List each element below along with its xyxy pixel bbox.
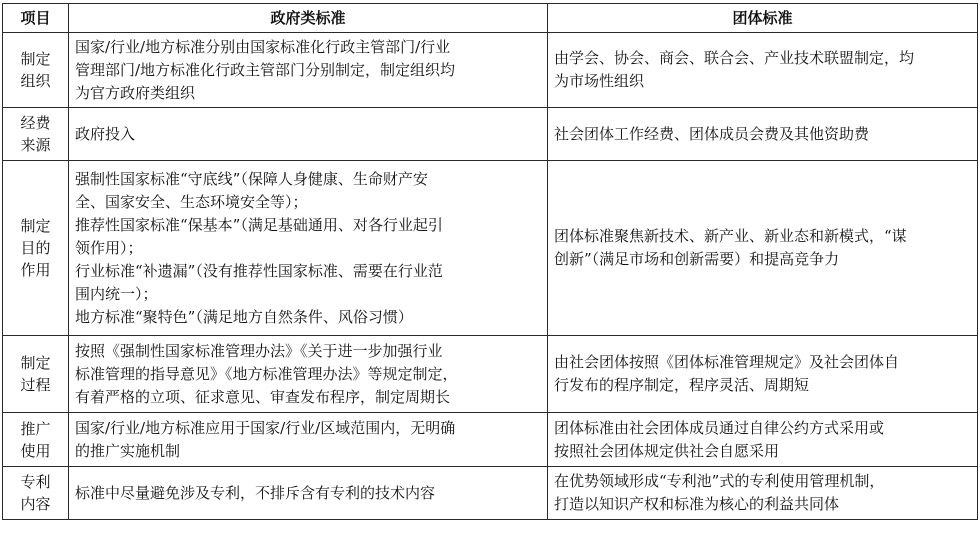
item-line: 目的 — [20, 239, 51, 257]
group-line: 创新”（满足市场和创新需要）和提高竞争力 — [554, 250, 840, 268]
group-line: 在优势领域形成“专利池”式的专利使用管理机制， — [554, 472, 885, 490]
group-line: 社会团体工作经费、团体成员会费及其他资助费 — [554, 124, 870, 143]
gov-line: 标准管理的指导意见》《地方标准管理办法》等规定制定， — [75, 364, 458, 383]
comparison-table — [2, 3, 978, 520]
item-line: 过程 — [20, 376, 51, 394]
table-row — [3, 413, 978, 467]
item-line: 内容 — [20, 495, 51, 513]
gov-line: 围内统一）； — [75, 284, 158, 303]
table-row — [3, 336, 978, 413]
gov-line: 行业标准“补遗漏”（没有推荐性国家标准、需要在行业范 — [75, 261, 443, 280]
group-line: 团体标准由社会团体成员通过自律公约方式采用或 — [554, 418, 885, 437]
gov-line: 标准中尽量避免涉及专利，不排斥含有专利的技术内容 — [75, 483, 436, 502]
gov-line: 政府投入 — [75, 124, 136, 143]
gov-cell — [69, 336, 548, 413]
gov-cell — [69, 108, 548, 161]
item-line: 作用 — [20, 261, 51, 279]
gov-cell — [69, 467, 548, 520]
header-row — [3, 4, 978, 33]
item-line: 推广 — [20, 419, 51, 438]
gov-line: 强制性国家标准“守底线”（保障人身健康、生命财产安 — [75, 169, 428, 188]
group-line: 由社会团体按照《团体标准管理规定》及社会团体自 — [554, 353, 900, 371]
table-row — [3, 33, 978, 108]
header-gov-standard: 政府类标准 — [69, 4, 548, 33]
header-item: 项目 — [3, 4, 69, 33]
item-line: 制定 — [20, 50, 51, 68]
group-cell — [548, 467, 978, 520]
group-line: 按照社会团体规定供社会自愿采用 — [554, 441, 780, 460]
item-line: 来源 — [20, 136, 51, 154]
group-line: 由学会、协会、商会、联合会、产业技术联盟制定，均 — [554, 49, 915, 67]
item-line: 制定 — [20, 354, 51, 372]
gov-line: 国家/行业/地方标准分别由国家标准化行政主管部门/行业 — [75, 37, 451, 56]
gov-line: 推荐性国家标准“保基本”（满足基础通用、对各行业起引 — [75, 215, 443, 234]
gov-line: 国家/行业/地方标准应用于国家/行业/区域范围内，无明确 — [75, 418, 456, 437]
group-cell — [548, 161, 978, 336]
table-row — [3, 108, 978, 161]
group-line: 行发布的程序制定，程序灵活、周期短 — [554, 376, 810, 394]
gov-line: 管理部门/地方标准化行政主管部门分别制定，制定组织均 — [75, 60, 456, 79]
item-line: 使用 — [20, 441, 51, 460]
gov-line: 的推广实施机制 — [75, 441, 181, 460]
group-cell — [548, 108, 978, 161]
gov-line: 领作用）； — [75, 238, 143, 257]
group-cell — [548, 33, 978, 108]
gov-cell — [69, 33, 548, 108]
gov-line: 为官方政府类组织 — [75, 83, 196, 102]
gov-line: 有着严格的立项、征求意见、审查发布程序，制定周期长 — [75, 387, 451, 406]
group-line: 打造以知识产权和标准为核心的利益共同体 — [554, 495, 840, 513]
group-cell — [548, 336, 978, 413]
gov-cell — [69, 161, 548, 336]
group-cell — [548, 413, 978, 467]
gov-cell — [69, 413, 548, 467]
table-row — [3, 467, 978, 520]
row-item-cell — [3, 336, 69, 413]
group-line: 团体标准聚焦新技术、新产业、新业态和新模式，“谋 — [554, 227, 907, 245]
row-item-cell — [3, 413, 69, 467]
row-item-cell — [3, 467, 69, 520]
row-item-cell — [3, 161, 69, 336]
item-line: 制定 — [20, 217, 51, 235]
item-line: 组织 — [20, 72, 51, 90]
group-line: 为市场性组织 — [554, 72, 645, 90]
gov-line: 按照《强制性国家标准管理办法》《关于进一步加强行业 — [75, 341, 443, 360]
item-line: 专利 — [20, 473, 51, 491]
gov-line: 全、国家安全、生态环境安全等）； — [75, 192, 308, 211]
item-line: 经费 — [20, 114, 51, 132]
gov-line: 地方标准“聚特色”（满足地方自然条件、风俗习惯） — [75, 307, 413, 326]
table-row — [3, 161, 978, 336]
row-item-cell — [3, 33, 69, 108]
header-group-standard: 团体标准 — [548, 4, 978, 33]
row-item-cell — [3, 108, 69, 161]
